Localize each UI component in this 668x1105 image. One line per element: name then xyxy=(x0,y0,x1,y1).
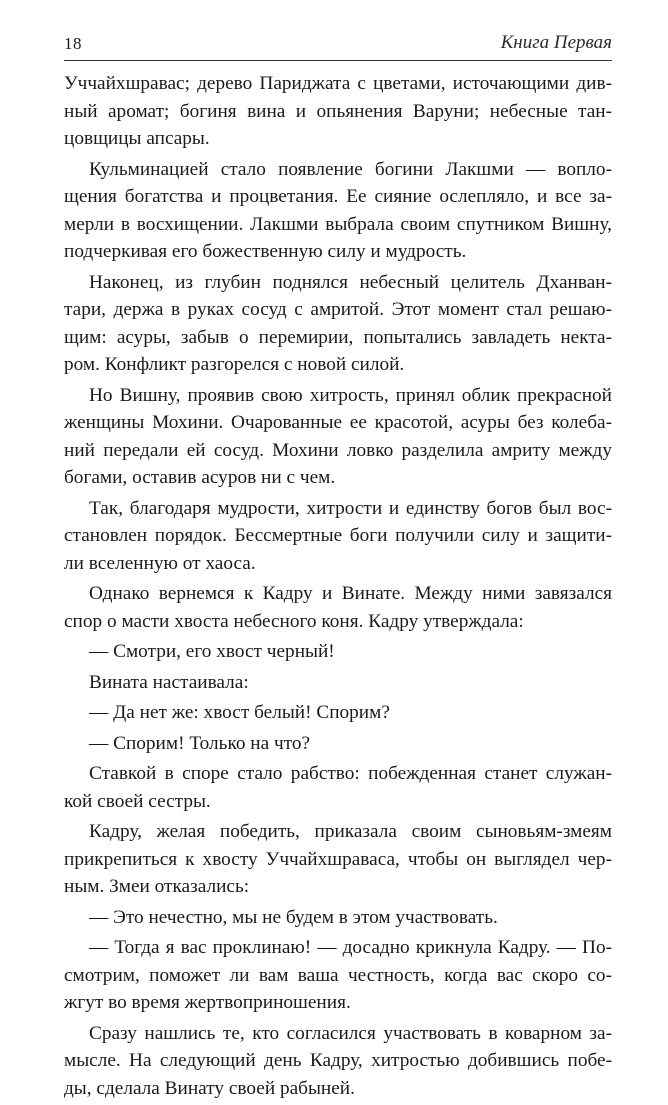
text-line: — Тогда я вас проклинаю! — досадно крикнула Кадру. — По- xyxy=(89,937,612,958)
text-line: Так, благодаря мудрости, хитрости и единству богов был вос- xyxy=(89,497,612,519)
text-line: цовщицы апсары. xyxy=(64,128,210,149)
text-line: Сразу нашлись те, кто согласился участвовать в коварном за- xyxy=(89,1022,612,1044)
text-line: становлен порядок. Бессмертные боги получили силу и защити- xyxy=(64,525,612,546)
text-line: — Да нет же: хвост белый! Спорим? xyxy=(89,702,390,723)
paragraph xyxy=(64,269,612,379)
text-line: ний передали ей сосуд. Мохини ловко разделила амриту между xyxy=(64,439,612,461)
text-line: спор о масти хвоста небесного коня. Кадру утверждала: xyxy=(64,610,524,632)
text-line: Кульминацией стало появление богини Лакшми — вопло- xyxy=(89,158,612,180)
text-line: Кадру, желая победить, приказала своим сыновьям-змеям xyxy=(89,821,612,842)
paragraph xyxy=(64,730,612,758)
paragraph xyxy=(64,904,612,932)
text-line: кой своей сестры. xyxy=(64,790,211,812)
paragraph xyxy=(64,638,612,666)
header-rule xyxy=(64,60,612,61)
paragraph xyxy=(64,495,612,578)
text-line: Но Вишну, проявив свою хитрость, принял облик прекрасной xyxy=(89,384,612,406)
text-line: Ставкой в споре стало рабство: побежденная станет служан- xyxy=(89,763,612,784)
text-line: ный аромат; богиня вина и опьянения Варуни; небесные тан- xyxy=(64,100,612,122)
paragraph xyxy=(64,818,612,901)
body-text xyxy=(64,70,612,1105)
text-line: щим: асуры, забыв о перемирии, попытались завладеть некта- xyxy=(64,326,612,348)
text-line: щения богатства и процветания. Ее сияние ослепляло, и все за- xyxy=(64,186,612,207)
text-line: — Спорим! Только на что? xyxy=(89,732,311,754)
paragraph xyxy=(64,760,612,815)
page-header xyxy=(64,32,612,58)
text-line: богами, оставив асуров ни с чем. xyxy=(64,467,336,488)
paragraph xyxy=(64,1020,612,1103)
text-line: Уччайхшравас; дерево Париджата с цветами, источающими див- xyxy=(64,73,612,94)
text-line: ли вселенную от хаоса. xyxy=(64,552,256,574)
paragraph xyxy=(64,699,612,727)
text-line: — Смотри, его хвост черный! xyxy=(89,641,335,662)
text-line: тари, держа в руках сосуд с амритой. Этот момент стал решаю- xyxy=(64,299,612,320)
text-line: Однако вернемся к Кадру и Винате. Между ними завязался xyxy=(89,583,612,604)
running-title: Книга Первая xyxy=(500,32,612,53)
paragraph xyxy=(64,70,612,153)
paragraph xyxy=(64,934,612,1017)
text-line: мысле. На следующий день Кадру, хитростью добившись побе- xyxy=(64,1050,612,1071)
paragraph xyxy=(64,669,612,697)
text-line: женщины Мохини. Очарованные ее красотой, асуры без колеба- xyxy=(64,412,612,433)
paragraph xyxy=(64,580,612,635)
text-line: жгут во время жертвоприношения. xyxy=(64,992,351,1013)
text-line: подчеркивая его божественную силу и мудрость. xyxy=(64,241,467,262)
text-line: Наконец, из глубин поднялся небесный целитель Дханван- xyxy=(89,271,612,293)
text-line: прикрепиться к хвосту Уччайхшраваса, чтобы он выглядел чер- xyxy=(64,848,612,870)
text-line: — Это нечестно, мы не будем в этом участвовать. xyxy=(89,906,498,928)
page-number: 18 xyxy=(64,34,82,53)
text-line: ром. Конфликт разгорелся с новой силой. xyxy=(64,354,405,375)
paragraph xyxy=(64,382,612,492)
paragraph xyxy=(64,156,612,266)
text-line: ным. Змеи отказались: xyxy=(64,876,250,897)
text-line: Вината настаивала: xyxy=(89,671,249,693)
text-line: ды, сделала Винату своей рабыней. xyxy=(64,1077,355,1099)
text-line: смотрим, поможет ли вам ваша честность, когда вас скоро со- xyxy=(64,964,612,986)
text-line: мерли в восхищении. Лакшми выбрала своим спутником Вишну, xyxy=(64,213,612,235)
